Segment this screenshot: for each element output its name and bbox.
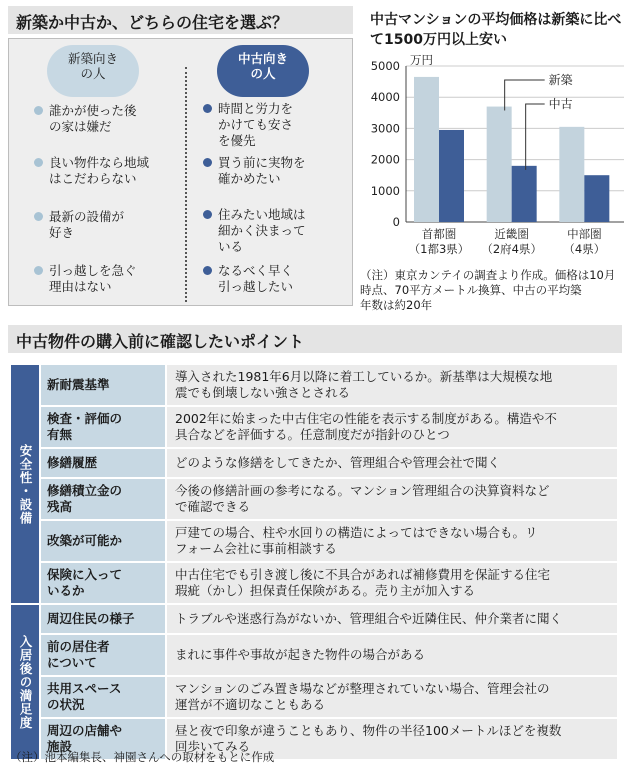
- new-suited-label: 新築向き の人: [47, 45, 139, 97]
- legend-label-used: 中古: [548, 97, 573, 111]
- check-desc: マンションのごみ置き場などが整理されていない場合、管理会社の 運営が不適切なこともある: [166, 676, 618, 718]
- legend-leader-new: [505, 80, 545, 111]
- used-item: 時間と労力を かけても安さ を優先: [202, 101, 342, 149]
- check-desc: どのような修繕をしてきたか、管理組合や管理会社で聞く: [166, 448, 618, 478]
- new-item: 誰かが使った後 の家は嫌だ: [33, 103, 173, 135]
- category-satisfaction: 入居後の満足度: [10, 604, 40, 760]
- y-unit-label: 万円: [410, 53, 433, 67]
- bar-used: [584, 175, 609, 222]
- x-category-label: 中部圏: [567, 227, 602, 241]
- y-tick-label: 2000: [370, 152, 400, 167]
- panel-divider: [185, 67, 187, 302]
- table-row: [10, 520, 618, 562]
- check-desc: 戸建ての場合、柱や水回りの構造によってはできない場合も。リ フォーム会社に事前相談する: [166, 520, 618, 562]
- check-item: 修繕履歴: [40, 448, 166, 478]
- footer-note: （注）池本編集長、神園さんへの取材をもとに作成: [10, 750, 275, 764]
- check-desc: 中古住宅でも引き渡し後に不具合があれば補修費用を保証する住宅 瑕疵（かし）担保責任保険がある。売り主が加入する: [166, 562, 618, 604]
- y-tick-label: 4000: [370, 90, 400, 105]
- check-desc: トラブルや迷惑行為がないか、管理組合や近隣住民、仲介業者に聞く: [166, 604, 618, 634]
- check-item: 改築が可能か: [40, 520, 166, 562]
- check-desc: 昼と夜で印象が違うこともあり、物件の半径100メートルほどを複数 回歩いてみる: [166, 718, 618, 760]
- section-title-new-vs-used: 新築か中古か、どちらの住宅を選ぶ？: [8, 6, 353, 34]
- check-desc: 今後の修繕計画の参考になる。マンション管理組合の決算資料など で確認できる: [166, 478, 618, 520]
- table-row: [10, 562, 618, 604]
- check-item: 検査・評価の 有無: [40, 406, 166, 448]
- table-row: [10, 676, 618, 718]
- check-desc: 2002年に始まった中古住宅の性能を表示する制度がある。構造や不 具合などを評価する。任意制度だが指針のひとつ: [166, 406, 618, 448]
- new-item: 良い物件なら地域 はこだわらない: [33, 155, 183, 187]
- check-desc: まれに事件や事故が起きた物件の場合がある: [166, 634, 618, 676]
- table-row: [10, 634, 618, 676]
- section-title-checklist: 中古物件の購入前に確認したいポイント: [8, 325, 622, 353]
- check-item: 保険に入って いるか: [40, 562, 166, 604]
- price-chart: [362, 52, 628, 274]
- legend-label-new: 新築: [548, 73, 573, 87]
- table-row: [10, 478, 618, 520]
- category-safety: 安全性・設備: [10, 364, 40, 604]
- y-tick-label: 3000: [370, 121, 400, 136]
- check-item: 前の居住者 について: [40, 634, 166, 676]
- check-desc: 導入された1981年6月以降に着工しているか。新基準は大規模な地 震でも倒壊しない強さとされる: [166, 364, 618, 406]
- check-item: 新耐震基準: [40, 364, 166, 406]
- chart-note: （注）東京カンテイの調査より作成。価格は10月 時点、70平方メートル換算、中古の平均築 年数は約20年: [360, 268, 616, 312]
- x-category-label: （1都3県）: [408, 242, 470, 256]
- table-row: [10, 604, 618, 634]
- new-item: 引っ越しを急ぐ 理由はない: [33, 263, 173, 295]
- bar-used: [439, 130, 464, 222]
- bar-used: [512, 166, 537, 222]
- chart-title: 中古マンションの平均価格は新築に比べて1500万円以上安い: [370, 12, 622, 48]
- table-row: [10, 448, 618, 478]
- bar-new: [487, 107, 512, 222]
- check-item: 共用スペース の状況: [40, 676, 166, 718]
- used-item: 買う前に実物を 確かめたい: [202, 155, 342, 187]
- table-row: [10, 364, 618, 406]
- used-item: 住みたい地域は 細かく決まって いる: [202, 207, 342, 255]
- y-tick-label: 5000: [370, 59, 400, 73]
- check-item: 周辺の店舗や 施設: [40, 718, 166, 760]
- checklist-table: [9, 363, 619, 761]
- used-item: なるべく早く 引っ越したい: [202, 263, 342, 295]
- x-category-label: 首都圏: [421, 227, 457, 241]
- x-category-label: 近畿圏: [494, 227, 529, 241]
- new-item: 最新の設備が 好き: [33, 209, 173, 241]
- new-vs-used-panel: [8, 38, 353, 306]
- used-suited-label: 中古向き の人: [217, 45, 309, 97]
- check-item: 周辺住民の様子: [40, 604, 166, 634]
- bar-new: [559, 127, 584, 222]
- y-tick-label: 1000: [370, 183, 400, 198]
- y-tick-label: 0: [392, 215, 400, 229]
- check-item: 修繕積立金の 残高: [40, 478, 166, 520]
- x-category-label: （2府4県）: [481, 242, 542, 256]
- table-row: [10, 406, 618, 448]
- bar-new: [414, 77, 439, 222]
- x-category-label: （4県）: [563, 242, 606, 256]
